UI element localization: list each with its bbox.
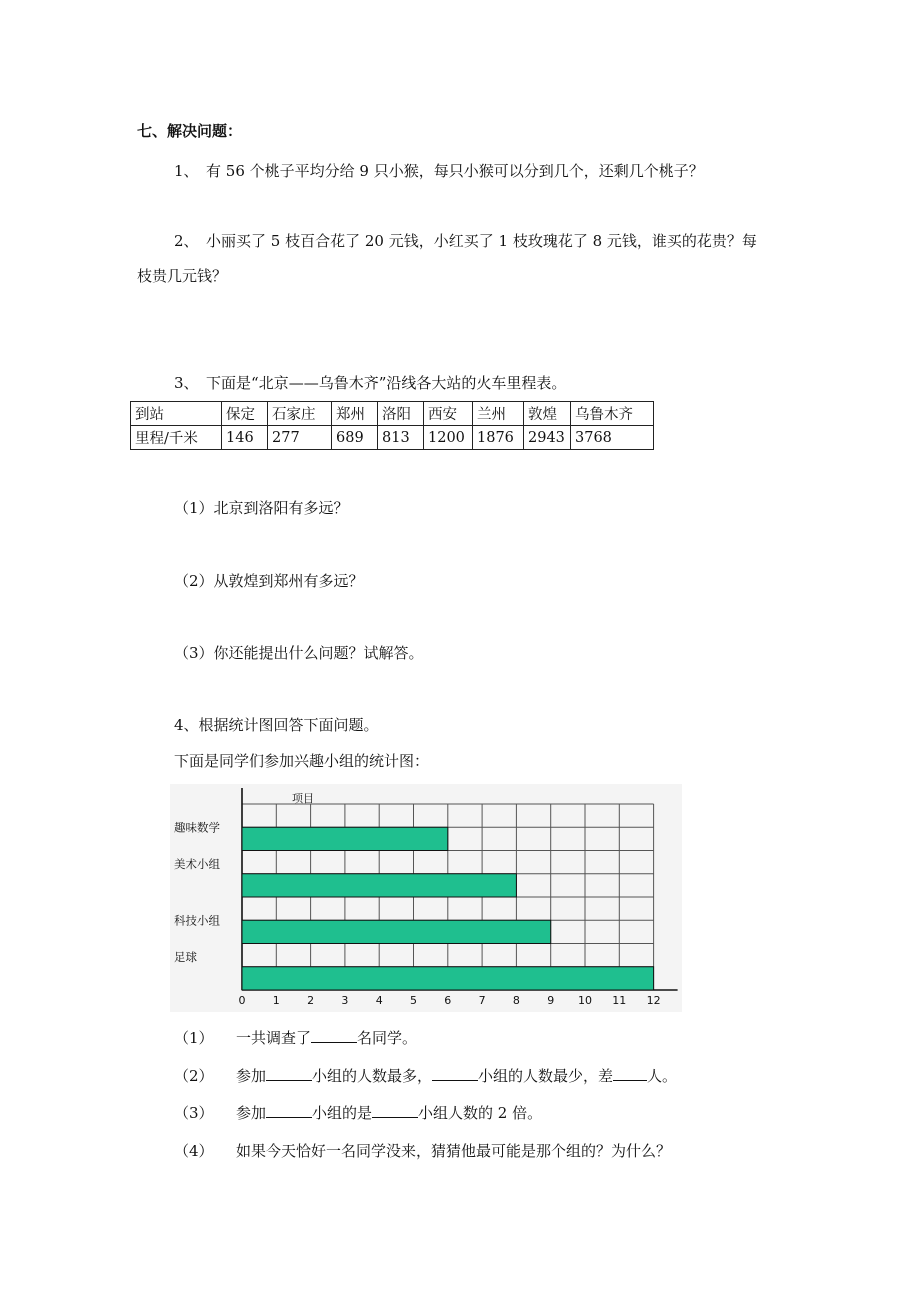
mileage-table-header-row — [131, 402, 654, 426]
table-cell-distance: 1876 — [473, 426, 524, 450]
x-tick-label: 7 — [478, 994, 486, 1007]
question-text: 人。 — [647, 1067, 678, 1085]
question-number: （1） — [174, 1029, 214, 1047]
question-text: 小组的是 — [312, 1104, 373, 1122]
category-label: 美术小组 — [174, 856, 220, 871]
question-number: （4） — [174, 1142, 214, 1160]
answer-blank[interactable] — [266, 1103, 312, 1118]
table-cell-station: 西安 — [424, 402, 473, 426]
problem-3-question-1: （1）北京到洛阳有多远？ — [174, 499, 349, 517]
problem-3-question-3: （3）你还能提出什么问题？试解答。 — [174, 644, 424, 662]
table-cell-station: 郑州 — [332, 402, 378, 426]
table-cell-distance: 1200 — [424, 426, 473, 450]
table-cell-distance: 146 — [222, 426, 268, 450]
x-tick-label: 4 — [375, 994, 383, 1007]
question-number: （2） — [174, 1067, 214, 1085]
problem-3-question-2: （2）从敦煌到郑州有多远？ — [174, 572, 364, 590]
table-cell-header-label: 到站 — [131, 402, 222, 426]
mileage-table-value-row — [131, 426, 654, 450]
category-label: 足球 — [174, 949, 197, 964]
question-4 — [174, 1140, 671, 1161]
question-text: 参加 — [236, 1067, 267, 1085]
table-cell-station: 乌鲁木齐 — [571, 402, 654, 426]
question-number: （3） — [174, 1104, 214, 1122]
answer-blank[interactable] — [432, 1066, 478, 1081]
question-text: 参加 — [236, 1104, 267, 1122]
bar-科技小组 — [242, 920, 551, 943]
question-text: 小组人数的 2 倍。 — [418, 1104, 543, 1122]
answer-blank[interactable] — [311, 1028, 357, 1043]
table-cell-station: 兰州 — [473, 402, 524, 426]
category-label: 趣味数学 — [174, 820, 220, 835]
bar-美术小组 — [242, 874, 516, 897]
problem-4-caption: 下面是同学们参加兴趣小组的统计图： — [174, 752, 430, 770]
chart-svg — [170, 784, 682, 1012]
question-1 — [174, 1027, 417, 1048]
question-text: 如果今天恰好一名同学没来，猜猜他最可能是那个组的？为什么？ — [236, 1142, 672, 1160]
section-title: 七、解决问题： — [137, 122, 243, 140]
table-cell-station: 洛阳 — [378, 402, 424, 426]
answer-blank[interactable] — [266, 1066, 312, 1081]
x-tick-label: 6 — [444, 994, 452, 1007]
x-tick-label: 8 — [512, 994, 520, 1007]
table-cell-station: 石家庄 — [268, 402, 332, 426]
bar-足球 — [242, 967, 654, 990]
question-3 — [174, 1102, 542, 1123]
x-tick-label: 2 — [307, 994, 315, 1007]
table-cell-station: 敦煌 — [524, 402, 571, 426]
answer-blank[interactable] — [372, 1103, 418, 1118]
question-2 — [174, 1065, 677, 1086]
answer-blank[interactable] — [613, 1066, 647, 1081]
table-cell-distance: 689 — [332, 426, 378, 450]
question-text: 名同学。 — [357, 1029, 418, 1047]
problem-1-text: 1、 有 56 个桃子平均分给 9 只小猴，每只小猴可以分到几个，还剩几个桃子？ — [174, 162, 704, 180]
category-label: 科技小组 — [174, 913, 220, 928]
x-tick-label: 1 — [272, 994, 280, 1007]
chart-title: 项目 — [292, 792, 314, 805]
mileage-table — [130, 401, 654, 450]
bar-趣味数学 — [242, 827, 448, 850]
table-cell-distance: 813 — [378, 426, 424, 450]
problem-2-text-line2: 枝贵几元钱？ — [137, 267, 228, 285]
x-tick-label: 0 — [238, 994, 246, 1007]
table-cell-distance: 277 — [268, 426, 332, 450]
x-tick-label: 3 — [341, 994, 349, 1007]
problem-4-intro: 4、根据统计图回答下面问题。 — [174, 716, 379, 734]
x-tick-label: 9 — [547, 994, 555, 1007]
question-text: 小组的人数最少，差 — [478, 1067, 614, 1085]
table-cell-station: 保定 — [222, 402, 268, 426]
question-text: 小组的人数最多， — [312, 1067, 433, 1085]
question-text: 一共调查了 — [236, 1029, 312, 1047]
x-tick-label: 12 — [646, 994, 661, 1007]
x-tick-label: 11 — [612, 994, 627, 1007]
x-tick-label: 10 — [578, 994, 592, 1007]
problem-2-text-line1: 2、 小丽买了 5 枝百合花了 20 元钱，小红买了 1 枝玫瑰花了 8 元钱，谁买的花贵？每 — [174, 232, 757, 250]
table-cell-distance: 2943 — [524, 426, 571, 450]
problem-3-intro: 3、 下面是“北京——乌鲁木齐”沿线各大站的火车里程表。 — [174, 374, 567, 392]
table-cell-distance: 3768 — [571, 426, 654, 450]
table-cell-value-label: 里程/千米 — [131, 426, 222, 450]
interest-group-bar-chart — [170, 784, 682, 1012]
x-tick-label: 5 — [410, 994, 417, 1007]
